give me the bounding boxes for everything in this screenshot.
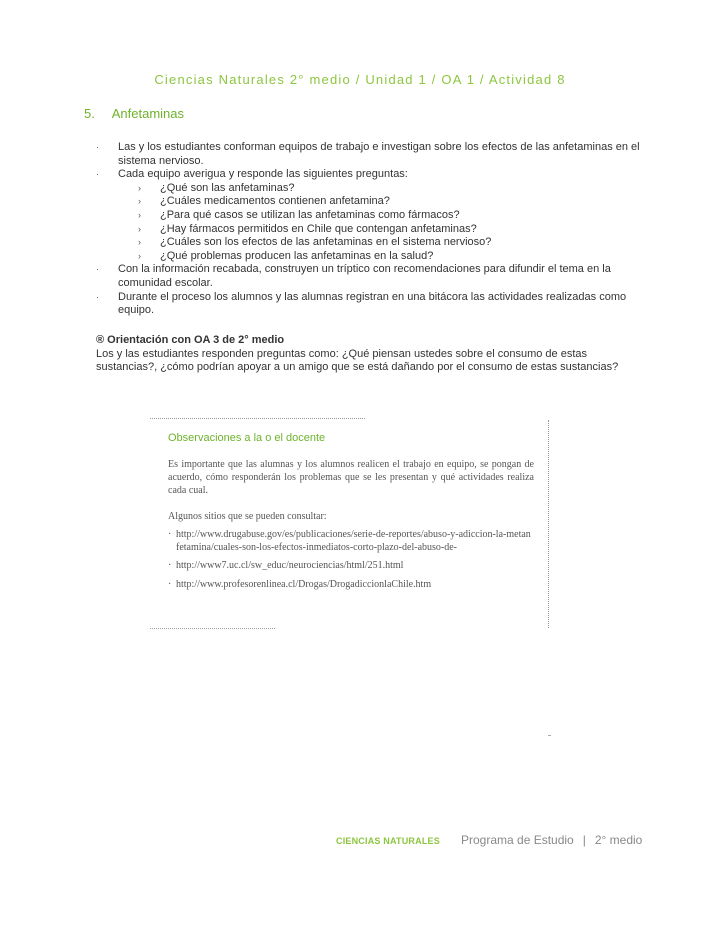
question-item: [138, 182, 644, 196]
question-item: [138, 236, 644, 250]
footer-program: [461, 833, 642, 847]
question-item: [138, 223, 644, 237]
question-text: ¿Cuáles medicamentos contienen anfetamina?: [160, 195, 390, 208]
bullet-icon: ·: [96, 291, 99, 302]
footer-separator: |: [582, 833, 586, 847]
bullet-icon: ·: [168, 560, 172, 571]
bullet-icon: ·: [96, 142, 99, 152]
chevron-right-icon: ›: [138, 237, 141, 248]
activity-text: Las y los estudiantes conforman equipos de trabajo e investigan sobre los efectos de las anfetaminas en el sistema nervioso.: [118, 141, 640, 167]
question-text: ¿Para qué casos se utilizan las anfetaminas como fármacos?: [160, 208, 460, 221]
question-list: [96, 182, 644, 264]
resource-link[interactable]: http://www.profesorenlinea.cl/Drogas/DrogadiccionlaChile.htm: [176, 578, 432, 590]
footer-subject: CIENCIAS NATURALES: [336, 836, 440, 846]
teacher-observations-box: [150, 418, 550, 628]
resource-link-item[interactable]: [168, 579, 534, 592]
orientation-heading: [96, 334, 626, 348]
question-item: [138, 250, 644, 264]
bullet-icon: ·: [168, 578, 172, 590]
activity-item: [96, 263, 644, 290]
section-number: 5.: [84, 106, 95, 121]
activity-item: [96, 168, 644, 182]
chevron-right-icon: ›: [138, 223, 141, 234]
question-text: ¿Hay fármacos permitidos en Chile que contengan anfetaminas?: [160, 222, 477, 235]
page-mark: [548, 735, 551, 736]
chevron-right-icon: ›: [138, 196, 141, 207]
chevron-right-icon: ›: [138, 250, 141, 261]
resource-link-item[interactable]: [168, 560, 534, 573]
resource-link[interactable]: http://www.drugabuse.gov/es/publicaciones/serie-de-reportes/abuso-y-adiccion-la-metanfetamina/cuales-son-los-efectos-inmediatos-corto-plazo-del-abuso-de-: [176, 529, 531, 553]
box-top-border: [150, 418, 365, 419]
section-title: Anfetaminas: [111, 106, 185, 121]
question-group: [96, 182, 644, 264]
orientation-text: Los y las estudiantes responden preguntas como: ¿Qué piensan ustedes sobre el consumo de estas sustancias?, ¿cómo podrían apoyar a un amigo que se está dañando por el consumo de estas sustancias?: [96, 347, 619, 374]
footer-program-label: Programa de Estudio: [461, 833, 574, 847]
resource-link[interactable]: http://www7.uc.cl/sw_educ/neurociencias/html/251.html: [176, 560, 404, 571]
bullet-icon: ·: [168, 529, 172, 540]
question-item: [138, 195, 644, 209]
box-bottom-border: [150, 628, 275, 629]
orientation-block: [96, 334, 626, 375]
question-text: ¿Cuáles son los efectos de las anfetaminas en el sistema nervioso?: [160, 236, 492, 249]
footer-grade: 2° medio: [594, 833, 643, 847]
question-text: ¿Qué problemas producen las anfetaminas en la salud?: [160, 249, 434, 262]
resource-link-item[interactable]: [168, 529, 534, 554]
section-heading: [84, 106, 184, 121]
activity-text: Cada equipo averigua y responde las siguientes preguntas:: [118, 168, 408, 181]
question-text: ¿Qué son las anfetaminas?: [160, 181, 295, 194]
observations-title: Observaciones a la o el docente: [168, 432, 326, 444]
activity-text: Con la información recabada, construyen un tríptico con recomendaciones para difundir el tema en la comunidad escolar.: [118, 263, 611, 289]
chevron-right-icon: ›: [138, 209, 141, 220]
chevron-right-icon: ›: [138, 182, 141, 193]
activity-text: Durante el proceso los alumnos y las alumnas registran en una bitácora las actividades realizadas como equipo.: [118, 290, 627, 317]
orientation-icon: ®: [96, 334, 105, 346]
activity-list: [96, 141, 644, 318]
page-header-title: Ciencias Naturales 2° medio / Unidad 1 / OA 1 / Actividad 8: [154, 72, 566, 87]
activity-item: [96, 141, 644, 168]
activity-item: [96, 291, 644, 318]
bullet-icon: ·: [96, 264, 99, 275]
observations-sites-intro: Algunos sitios que se pueden consultar:: [168, 511, 327, 522]
question-item: [138, 209, 644, 223]
orientation-title: Orientación con OA 3 de 2° medio: [107, 334, 285, 346]
resource-links: [168, 529, 534, 597]
observations-paragraph: Es importante que las alumnas y los alumnos realicen el trabajo en equipo, se pongan de acuerdo, cómo responderán los problemas que se les presentan y qué actividades realiza cada cual.: [168, 459, 534, 496]
bullet-icon: ·: [96, 169, 99, 180]
box-right-border: [548, 420, 549, 628]
